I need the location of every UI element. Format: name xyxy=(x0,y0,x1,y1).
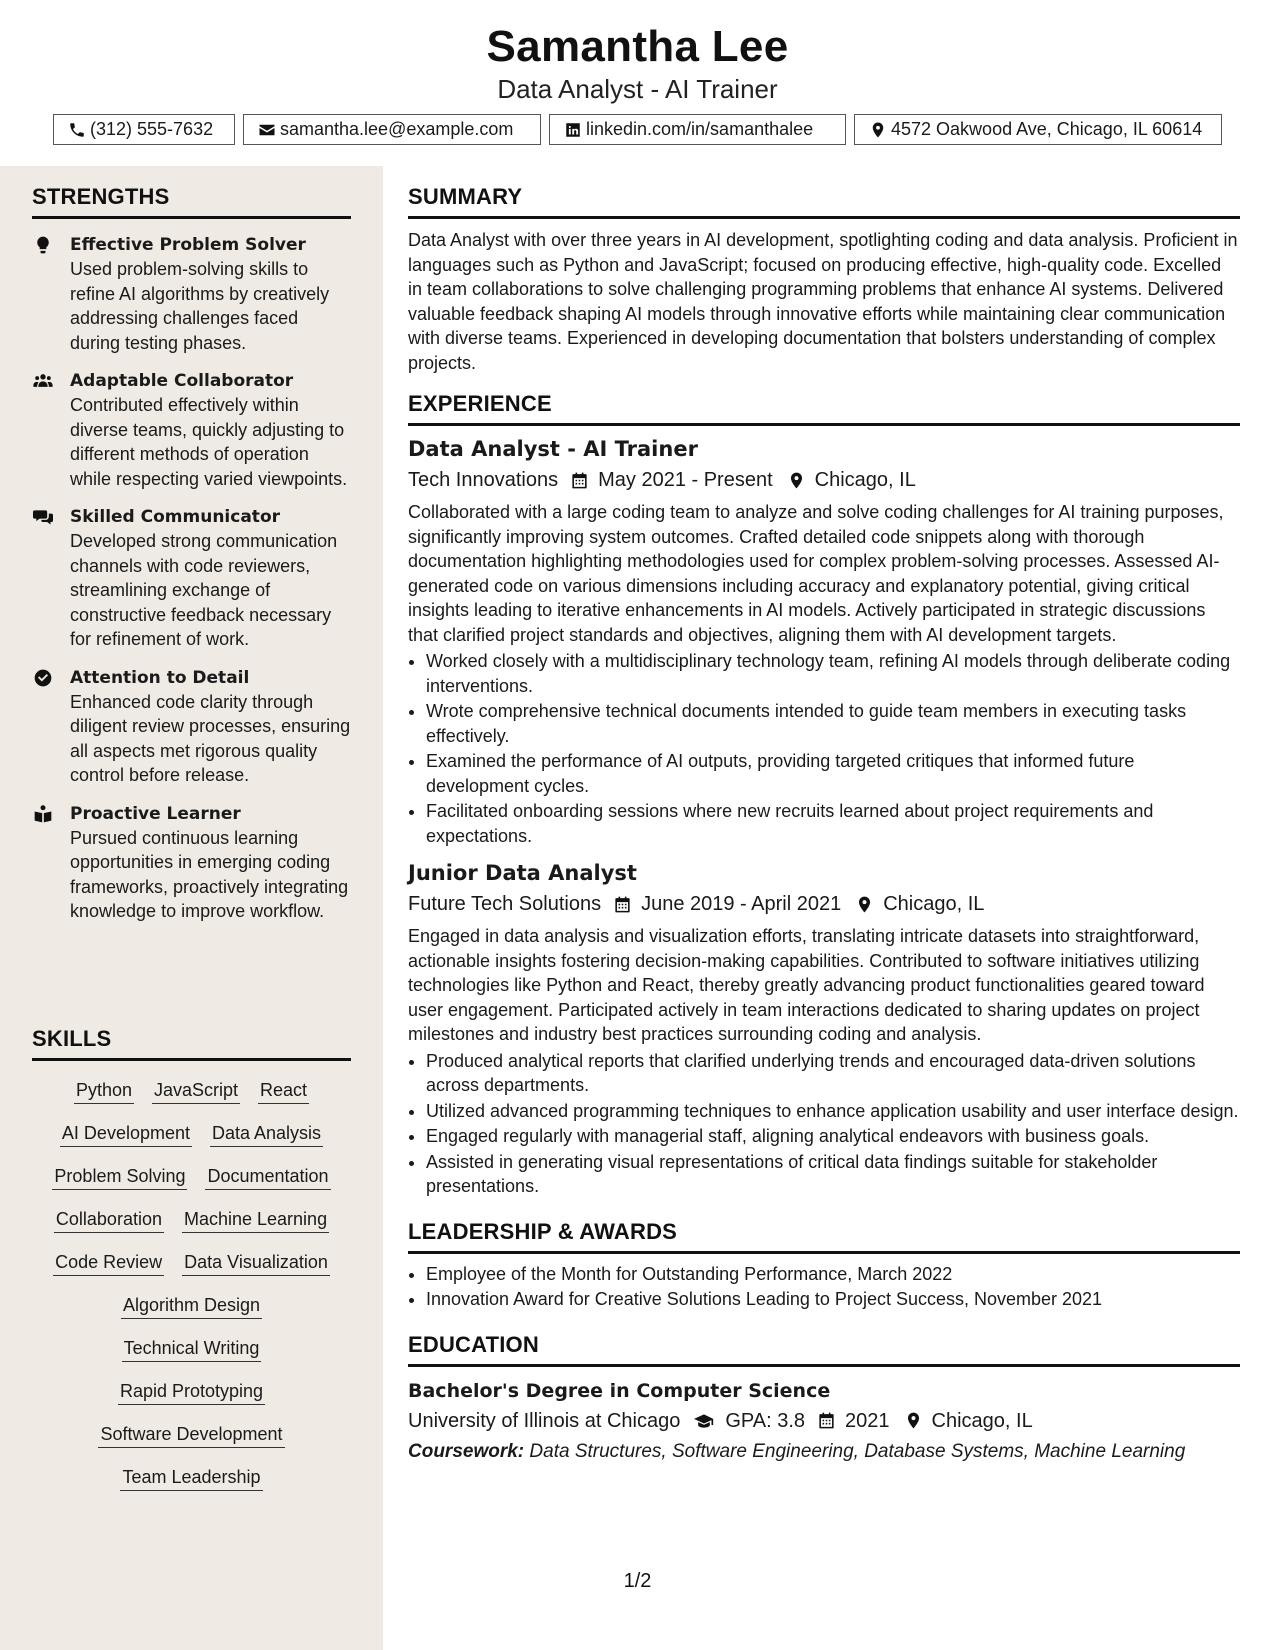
skill-tag: Algorithm Design xyxy=(121,1293,262,1319)
summary-heading: SUMMARY xyxy=(408,184,1240,219)
coursework xyxy=(408,1438,1240,1466)
skill-row xyxy=(32,1465,351,1491)
skill-tag: AI Development xyxy=(60,1121,192,1147)
strength-name: Skilled Communicator xyxy=(70,507,281,527)
job-entry xyxy=(408,858,1240,1199)
linkedin-text: linkedin.com/in/samanthalee xyxy=(586,119,814,139)
contact-phone[interactable] xyxy=(53,114,235,145)
skill-tag: Documentation xyxy=(205,1164,330,1190)
lightbulb-icon xyxy=(33,235,53,255)
education-meta xyxy=(408,1406,1240,1436)
candidate-name: Samantha Lee xyxy=(486,22,789,71)
skill-tag: Collaboration xyxy=(54,1207,164,1233)
map-marker-icon xyxy=(904,1411,923,1430)
graduation-year: 2021 xyxy=(845,1409,890,1432)
contact-linkedin[interactable] xyxy=(549,114,846,145)
skill-tag: Code Review xyxy=(53,1250,164,1276)
awards-heading: LEADERSHIP & AWARDS xyxy=(408,1219,1240,1254)
list-item: • Employee of the Month for Outstanding Performance, March 2022 xyxy=(426,1262,1240,1287)
map-marker-icon xyxy=(855,895,874,914)
strength-desc: Enhanced code clarity through diligent review processes, ensuring all aspects met rigorous quality control before release. xyxy=(70,691,351,785)
skills-section xyxy=(32,1026,351,1491)
skill-row xyxy=(32,1293,351,1319)
list-item: • Produced analytical reports that clarified underlying trends and encouraged data-driven solutions across departments. xyxy=(426,1049,1240,1098)
skill-row xyxy=(32,1422,351,1448)
school-name: University of Illinois at Chicago xyxy=(408,1409,681,1432)
list-item: • Facilitated onboarding sessions where new recruits learned about project requirements and expectations. xyxy=(426,799,1240,848)
awards-list xyxy=(408,1262,1240,1312)
strength-name: Effective Problem Solver xyxy=(70,235,306,255)
skills-heading: SKILLS xyxy=(32,1026,351,1061)
strength-item xyxy=(32,666,351,788)
resume-header xyxy=(0,0,1275,166)
calendar-icon xyxy=(613,895,632,914)
awards-section xyxy=(408,1219,1240,1312)
strength-name: Attention to Detail xyxy=(70,667,250,688)
candidate-title: Data Analyst - AI Trainer xyxy=(497,74,778,104)
skill-tag: Data Analysis xyxy=(210,1121,323,1147)
strength-desc: Used problem-solving skills to refine AI algorithms by creatively addressing challenges faced during testing phases. xyxy=(70,259,330,353)
strengths-heading: STRENGTHS xyxy=(32,184,351,219)
skill-tag: Problem Solving xyxy=(52,1164,187,1190)
skill-tag: Python xyxy=(74,1078,134,1104)
sidebar xyxy=(0,166,383,1650)
skill-tag: Machine Learning xyxy=(182,1207,329,1233)
address-text: 4572 Oakwood Ave, Chicago, IL 60614 xyxy=(891,119,1203,139)
job-description: Engaged in data analysis and visualization efforts, translating intricate datasets into straightforward, actionable insights fostering decision-making capabilities. Contributed to software initiatives utilizing technologies like Python and React, thereby greatly advancing product functionalities geared toward user engagement. Participated actively in team interactions dedicated to sharing updates on project milestones and industry best practices surrounding coding and analysis. xyxy=(408,926,1205,1044)
job-title: Data Analyst - AI Trainer xyxy=(408,437,698,461)
skill-tag: Team Leadership xyxy=(120,1465,262,1491)
calendar-icon xyxy=(817,1411,836,1430)
coursework-label: Coursework: xyxy=(408,1440,525,1462)
list-item: • Engaged regularly with managerial staff, aligning analytical endeavors with business goals. xyxy=(426,1124,1240,1149)
skill-row xyxy=(32,1379,351,1405)
experience-heading: EXPERIENCE xyxy=(408,391,1240,426)
linkedin-icon xyxy=(564,121,582,139)
job-meta xyxy=(408,889,1240,919)
school-location: Chicago, IL xyxy=(931,1409,1033,1432)
skill-tag: Rapid Prototyping xyxy=(118,1379,265,1405)
list-item: • Worked closely with a multidisciplinary technology team, refining AI models through deliberate coding interventions. xyxy=(426,649,1240,698)
map-marker-icon xyxy=(869,121,887,139)
strength-item xyxy=(32,369,351,491)
degree-name: Bachelor's Degree in Computer Science xyxy=(408,1379,831,1402)
list-item: • Examined the performance of AI outputs, providing targeted critiques that informed future development cycles. xyxy=(426,749,1240,798)
job-dates: May 2021 - Present xyxy=(598,469,773,491)
education-heading: EDUCATION xyxy=(408,1332,1240,1367)
skill-row xyxy=(32,1207,351,1233)
skill-row xyxy=(32,1336,351,1362)
skill-tag: JavaScript xyxy=(152,1078,240,1104)
strength-item xyxy=(32,233,351,355)
strength-desc: Pursued continuous learning opportunities in emerging coding frameworks, proactively integrating knowledge to improve workflow. xyxy=(70,827,349,921)
job-company: Tech Innovations xyxy=(408,469,559,491)
strength-item xyxy=(32,802,351,924)
skill-row xyxy=(32,1250,351,1276)
envelope-icon xyxy=(258,121,276,139)
gpa: GPA: 3.8 xyxy=(725,1409,806,1432)
map-marker-icon xyxy=(787,471,806,490)
email-text: samantha.lee@example.com xyxy=(280,119,514,139)
coursework-list: Data Structures, Software Engineering, Database Systems, Machine Learning xyxy=(529,1440,1186,1462)
skill-tag: Technical Writing xyxy=(122,1336,262,1362)
contact-email[interactable] xyxy=(243,114,541,145)
calendar-icon xyxy=(570,471,589,490)
job-title: Junior Data Analyst xyxy=(408,861,637,885)
list-item: • Wrote comprehensive technical documents intended to guide team members in executing tasks effectively. xyxy=(426,699,1240,748)
skill-tag: Data Visualization xyxy=(182,1250,330,1276)
skill-row xyxy=(32,1121,351,1147)
contact-address[interactable] xyxy=(854,114,1222,145)
job-entry xyxy=(408,434,1240,848)
comments-icon xyxy=(33,507,53,527)
skill-tag: React xyxy=(258,1078,309,1104)
job-meta xyxy=(408,465,1240,495)
list-item: • Utilized advanced programming techniques to enhance application usability and user interface design. xyxy=(426,1099,1240,1124)
job-location: Chicago, IL xyxy=(883,893,985,915)
experience-section xyxy=(408,391,1240,1199)
users-icon xyxy=(33,371,53,391)
list-item: • Assisted in generating visual representations of critical data findings suitable for stakeholder presentations. xyxy=(426,1150,1240,1199)
strength-desc: Contributed effectively within diverse teams, quickly adjusting to different methods of operation while respecting varied viewpoints. xyxy=(70,395,348,489)
strengths-section xyxy=(32,184,351,924)
strength-desc: Developed strong communication channels with code reviewers, streamlining exchange of constructive feedback necessary for refinement of work. xyxy=(70,531,338,649)
graduation-cap-icon xyxy=(692,1411,716,1431)
summary-section xyxy=(408,184,1240,375)
strength-item xyxy=(32,505,351,652)
book-reader-icon xyxy=(33,804,53,824)
page-number: 1/2 xyxy=(623,1570,652,1592)
skill-tag: Software Development xyxy=(98,1422,284,1448)
job-description: Collaborated with a large coding team to analyze and solve coding challenges for AI training purposes, significantly improving system outcomes. Crafted detailed code snippets along with thorough documentation highlighting methodologies used for complex problem-solving processes. Assessed AI-generated code on various dimensions including accuracy and explanatory potential, giving critical insights leading to iterative enhancements in AI models. Actively participated in strategic discussions that clarified project standards and objectives, aligning them with AI development targets. xyxy=(408,502,1224,645)
strength-name: Proactive Learner xyxy=(70,803,241,824)
job-bullets xyxy=(408,1049,1240,1199)
main-content xyxy=(408,166,1240,1466)
job-dates: June 2019 - April 2021 xyxy=(641,893,842,915)
summary-text: Data Analyst with over three years in AI development, spotlighting coding and data analysis. Proficient in languages such as Python and JavaScript; focused on producing effective, high-quality code. Excelled in team collaborations to solve challenging programming problems that enhance AI systems. Delivered valuable feedback shaping AI models through innovative efforts while maintaining clear communication with diverse teams. Experienced in developing documentation that bolsters understanding of complex projects. xyxy=(408,230,1238,373)
education-section xyxy=(408,1332,1240,1466)
skill-row xyxy=(32,1078,351,1104)
list-item: • Innovation Award for Creative Solutions Leading to Project Success, November 2021 xyxy=(426,1287,1240,1312)
skill-row xyxy=(32,1164,351,1190)
contact-bar xyxy=(0,114,1275,145)
phone-icon xyxy=(68,121,86,139)
job-company: Future Tech Solutions xyxy=(408,893,602,915)
check-circle-icon xyxy=(33,668,53,688)
strength-name: Adaptable Collaborator xyxy=(70,371,294,391)
phone-text: (312) 555-7632 xyxy=(90,119,214,139)
job-location: Chicago, IL xyxy=(814,469,916,491)
job-bullets xyxy=(408,649,1240,848)
